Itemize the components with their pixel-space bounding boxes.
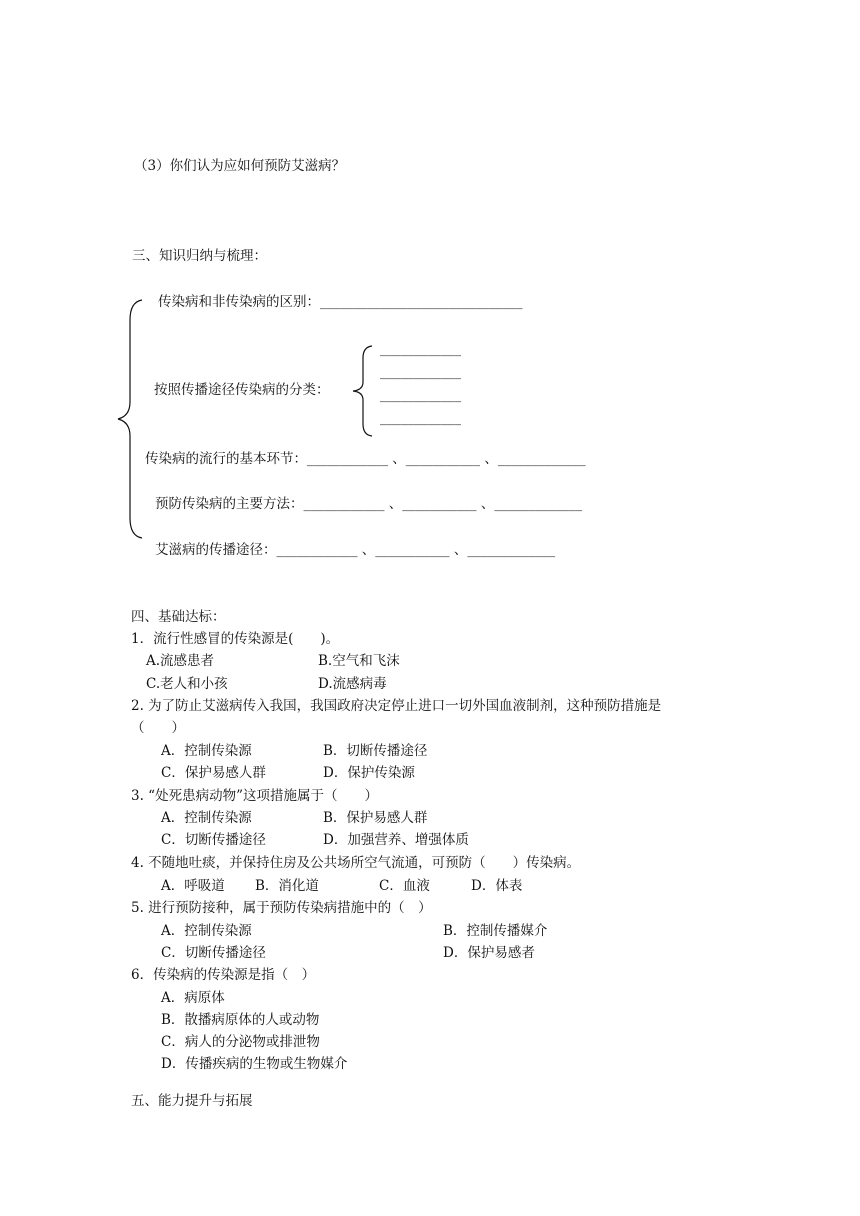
section-4-heading: 四、基础达标： — [131, 609, 226, 625]
classification-blank-2: ____________ — [380, 364, 461, 380]
classification-blank-1: ____________ — [380, 341, 461, 357]
basic-links-line: 传染病的流行的基本环节：____________ 、___________ 、_____________ — [145, 451, 586, 467]
q1-option-b: B.空气和飞沫 — [318, 653, 400, 669]
q2-option-c: C．保护易感人群 — [161, 765, 266, 781]
q5-option-d: D．保护易感者 — [443, 945, 535, 961]
q1-option-a: A.流感患者 — [146, 653, 215, 669]
aids-routes-line: 艾滋病的传播途径：____________ 、___________ 、_____________ — [155, 542, 556, 558]
q3-stem: 3. “处死患病动物”这项措施属于（ ） — [131, 788, 378, 804]
q6-option-a: A．病原体 — [161, 990, 225, 1006]
q6-stem: 6．传染病的传染源是指（ ） — [131, 967, 316, 983]
q5-option-a: A．控制传染源 — [161, 923, 252, 939]
classification-blank-4: ____________ — [380, 410, 461, 426]
q3-option-d: D．加强营养、增强体质 — [323, 832, 469, 848]
q1-option-c: C.老人和小孩 — [146, 676, 228, 692]
q6-option-d: D．传播疾病的生物或生物媒介 — [161, 1056, 348, 1072]
q4-option-b: B．消化道 — [255, 878, 319, 894]
q4-option-a: A．呼吸道 — [161, 878, 225, 894]
q4-stem: 4. 不随地吐痰，并保持住房及公共场所空气流通，可预防（ ）传染病。 — [131, 855, 581, 871]
q2-option-a: A．控制传染源 — [161, 743, 252, 759]
q2-option-d: D．保护传染源 — [323, 765, 415, 781]
q2-stem-cont: （ ） — [131, 720, 185, 736]
prevention-methods-line: 预防传染病的主要方法：____________ 、___________ 、_____________ — [155, 496, 583, 512]
q1-option-d: D.流感病毒 — [318, 676, 387, 692]
q3-option-b: B．保护易感人群 — [323, 810, 428, 826]
classification-blank-3: ____________ — [380, 387, 461, 403]
q3-option-a: A．控制传染源 — [161, 810, 252, 826]
q2-option-b: B．切断传播途径 — [323, 743, 428, 759]
q1-stem: 1．流行性感冒的传染源是( )。 — [131, 631, 340, 647]
q6-option-b: B．散播病原体的人或动物 — [161, 1012, 320, 1028]
q3-option-c: C．切断传播途径 — [161, 832, 266, 848]
question-3-aids-prevention: （3）你们认为应如何预防艾滋病？ — [134, 158, 346, 174]
q5-option-b: B．控制传播媒介 — [443, 923, 548, 939]
classification-label: 按照传播途径传染病的分类： — [154, 382, 330, 398]
small-brace — [350, 344, 380, 438]
section-3-heading: 三、知识归纳与梳理： — [132, 248, 267, 264]
q4-option-c: C．血液 — [379, 878, 430, 894]
q2-stem: 2. 为了防止艾滋病传入我国，我国政府决定停止进口一切外国血液制剂，这种预防措施是 — [131, 698, 662, 714]
q5-stem: 5. 进行预防接种，属于预防传染病措施中的（ ） — [131, 900, 432, 916]
q5-option-c: C．切断传播途径 — [161, 945, 266, 961]
large-brace — [114, 298, 150, 540]
q4-option-d: D．体表 — [471, 878, 523, 894]
difference-line: 传染病和非传染病的区别：______________________________ — [158, 294, 523, 310]
section-5-heading: 五、能力提升与拓展 — [131, 1093, 253, 1109]
q6-option-c: C．病人的分泌物或排泄物 — [161, 1034, 320, 1050]
